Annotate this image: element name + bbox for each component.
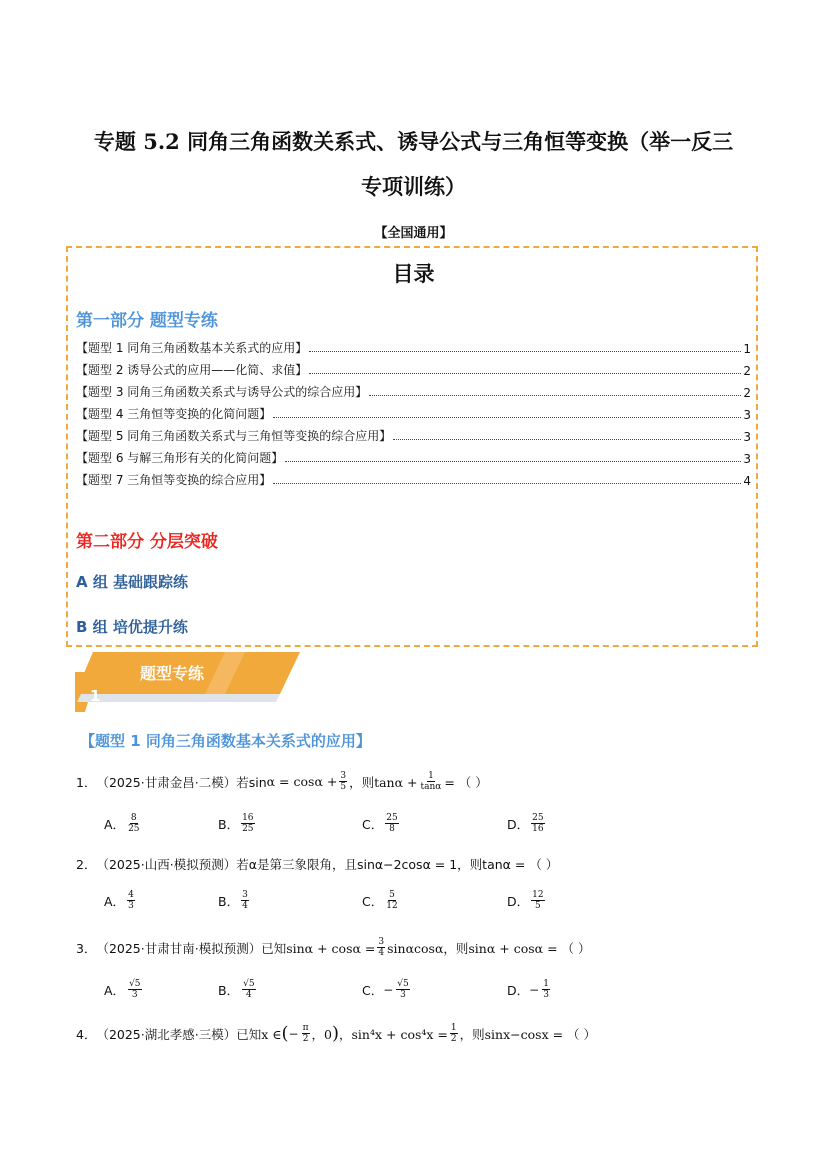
- option-letter: C．: [362, 982, 384, 998]
- option-letter: C．: [362, 893, 384, 909]
- question-1: [76, 771, 488, 792]
- question-math: sinαcosα，则sinα + cosα = （ ）: [387, 940, 591, 956]
- toc-item-page: 3: [743, 408, 751, 422]
- fraction-denominator: 8: [389, 824, 395, 834]
- fraction-denominator: tanα: [420, 782, 442, 792]
- question-number: 4．: [76, 1026, 97, 1042]
- toc-leader: [285, 460, 741, 462]
- question-number: 3．: [76, 940, 97, 956]
- option-letter: A．: [104, 893, 126, 909]
- doc-title-line-2: 专项训练）: [361, 174, 466, 199]
- fraction-denominator: 4: [242, 901, 248, 911]
- toc-leader: [273, 482, 741, 484]
- question-math: 已知sinα + cosα =: [261, 940, 376, 956]
- fraction: [127, 813, 140, 834]
- question-source: （2025·湖北孝感·三模）: [96, 1026, 237, 1042]
- fraction-numerator: 3: [242, 890, 248, 900]
- fraction-denominator: 5: [535, 901, 541, 911]
- fraction: [531, 890, 544, 911]
- scope-tag: 【全国通用】: [374, 226, 453, 241]
- toc-group-b[interactable]: B 组 培优提升练: [76, 618, 188, 636]
- option-letter: A．: [104, 982, 126, 998]
- fraction: [531, 813, 544, 834]
- fraction: [127, 890, 135, 911]
- toc-item-page: 3: [743, 430, 751, 444]
- option-letter: D．: [507, 893, 530, 909]
- question-math: ，0: [311, 1026, 332, 1042]
- toc-leader: [309, 372, 741, 374]
- q2-option-d[interactable]: [507, 890, 547, 911]
- toc-leader: [369, 394, 741, 396]
- question-text: 若sin: [236, 774, 267, 790]
- section-banner-number: 1: [90, 687, 101, 705]
- toc-item-page: 3: [743, 452, 751, 466]
- toc-leader: [393, 438, 741, 440]
- option-letter: D．: [507, 982, 530, 998]
- option-letter: B．: [218, 893, 240, 909]
- question-math: = （ ）: [444, 774, 488, 790]
- fraction-denominator: 25: [128, 824, 140, 834]
- fraction-numerator: 1: [428, 771, 434, 781]
- toc-item-label: 【题型 5 同角三角函数关系式与三角恒等变换的综合应用】: [76, 429, 392, 443]
- q2-option-c[interactable]: [362, 890, 401, 911]
- question-4: [76, 1023, 596, 1044]
- fraction: [385, 813, 398, 834]
- fraction-denominator: 16: [532, 824, 544, 834]
- toc-item[interactable]: [76, 470, 751, 488]
- option-sign: −: [529, 982, 540, 997]
- fraction: [242, 979, 255, 1000]
- question-2: [76, 855, 558, 873]
- toc-leader: [309, 350, 741, 352]
- fraction-numerator: √5: [243, 979, 255, 989]
- toc-item-page: 4: [743, 474, 751, 488]
- toc-leader: [273, 416, 741, 418]
- fraction-numerator: 3: [340, 771, 347, 781]
- toc-item-page: 2: [743, 364, 751, 378]
- question-number: 1．: [76, 774, 97, 790]
- fraction: [241, 813, 254, 834]
- q3-option-b[interactable]: [218, 979, 258, 1000]
- fraction: [542, 979, 550, 1000]
- toc-item[interactable]: [76, 426, 751, 444]
- fraction-numerator: 12: [532, 890, 544, 900]
- fraction: [396, 979, 409, 1000]
- fraction: [241, 890, 249, 911]
- option-letter: D．: [507, 816, 530, 832]
- fraction-numerator: 25: [532, 813, 544, 823]
- fraction-numerator: 16: [242, 813, 254, 823]
- question-math: ，则tanα +: [349, 774, 418, 790]
- q2-option-b[interactable]: [218, 890, 251, 911]
- q1-option-b[interactable]: [218, 813, 257, 834]
- q3-option-a[interactable]: [104, 979, 144, 1000]
- question-source: （2025·甘肃甘南·模拟预测）: [96, 940, 262, 956]
- fraction-denominator: 3: [400, 990, 406, 1000]
- fraction: [302, 1023, 310, 1044]
- question-number: 2．: [76, 857, 97, 872]
- fraction-denominator: 2: [450, 1034, 457, 1044]
- fraction-numerator: 5: [389, 890, 395, 900]
- fraction-denominator: 4: [378, 948, 385, 958]
- fraction: [128, 979, 141, 1000]
- fraction-numerator: 3: [378, 937, 385, 947]
- fraction: [385, 890, 398, 911]
- question-text: 若α是第三象限角，且sinα−2cosα = 1，则tanα = （ ）: [236, 857, 559, 872]
- fraction-denominator: 3: [543, 990, 549, 1000]
- fraction-numerator: 1: [450, 1023, 457, 1033]
- fraction: [450, 1023, 458, 1044]
- question-math: ，sin⁴x + cos⁴x =: [339, 1026, 448, 1042]
- option-letter: B．: [218, 816, 240, 832]
- toc-item-label: 【题型 4 三角恒等变换的化简问题】: [76, 407, 272, 421]
- question-source: （2025·甘肃金昌·二模）: [96, 774, 237, 790]
- fraction-numerator: π: [302, 1023, 309, 1033]
- fraction-denominator: 25: [242, 824, 254, 834]
- toc-item[interactable]: [76, 360, 751, 378]
- toc-group-a[interactable]: A 组 基础跟踪练: [76, 573, 189, 591]
- toc-item[interactable]: [76, 448, 751, 466]
- toc-part2-heading: 第二部分 分层突破: [76, 532, 218, 552]
- section-banner-title: 题型专练: [140, 664, 205, 683]
- toc-item-label: 【题型 2 诱导公式的应用——化简、求值】: [76, 363, 308, 377]
- option-letter: A．: [104, 816, 126, 832]
- option-letter: B．: [218, 982, 240, 998]
- fraction-denominator: 2: [302, 1034, 309, 1044]
- q1-option-d[interactable]: [507, 813, 547, 834]
- fraction-numerator: √5: [397, 979, 409, 989]
- fraction-denominator: 12: [386, 901, 398, 911]
- toc-title: 目录: [392, 262, 435, 286]
- question-source: （2025·山西·模拟预测）: [96, 857, 237, 872]
- option-sign: −: [383, 982, 394, 997]
- q2-option-a[interactable]: [104, 890, 137, 911]
- fraction-numerator: 8: [130, 813, 137, 823]
- toc-item[interactable]: [76, 338, 751, 356]
- fraction-numerator: √5: [129, 979, 141, 989]
- question-3: [76, 937, 591, 958]
- fraction: [420, 771, 443, 792]
- interval-left-paren: (: [281, 1023, 289, 1044]
- q1-option-a[interactable]: [104, 813, 143, 834]
- toc-part1-heading: 第一部分 题型专练: [76, 311, 218, 331]
- fraction: [377, 937, 385, 958]
- question-math: ，则sinx−cosx = （ ）: [459, 1026, 597, 1042]
- question-math: 已知x ∈: [236, 1026, 282, 1042]
- toc-item-label: 【题型 1 同角三角函数基本关系式的应用】: [76, 341, 308, 355]
- fraction-denominator: 3: [128, 901, 134, 911]
- fraction: [339, 771, 347, 792]
- doc-title-line-1: 专题 5.2 同角三角函数关系式、诱导公式与三角恒等变换（举一反三: [93, 129, 734, 154]
- toc-item-page: 1: [743, 342, 751, 356]
- fraction-denominator: 5: [340, 782, 347, 792]
- fraction-denominator: 4: [245, 990, 252, 1000]
- fraction-numerator: 4: [128, 890, 134, 900]
- interval-sign: −: [288, 1026, 299, 1041]
- toc-item-page: 2: [743, 386, 751, 400]
- fraction-numerator: 1: [543, 979, 549, 989]
- fraction-numerator: 25: [386, 813, 398, 823]
- toc-item[interactable]: [76, 404, 751, 422]
- interval-right-paren: ): [331, 1023, 339, 1044]
- toc-item-label: 【题型 3 同角三角函数关系式与诱导公式的综合应用】: [76, 385, 368, 399]
- question-math: α = cosα +: [266, 774, 338, 789]
- section-heading: 【题型 1 同角三角函数基本关系式的应用】: [80, 732, 371, 750]
- toc-item-label: 【题型 6 与解三角形有关的化简问题】: [76, 451, 284, 465]
- q3-option-c[interactable]: [362, 979, 412, 1000]
- option-letter: C．: [362, 816, 384, 832]
- q3-option-d[interactable]: [507, 979, 552, 1000]
- fraction-denominator: 3: [131, 990, 138, 1000]
- toc-item-label: 【题型 7 三角恒等变换的综合应用】: [76, 473, 272, 487]
- q1-option-c[interactable]: [362, 813, 401, 834]
- toc-item[interactable]: [76, 382, 751, 400]
